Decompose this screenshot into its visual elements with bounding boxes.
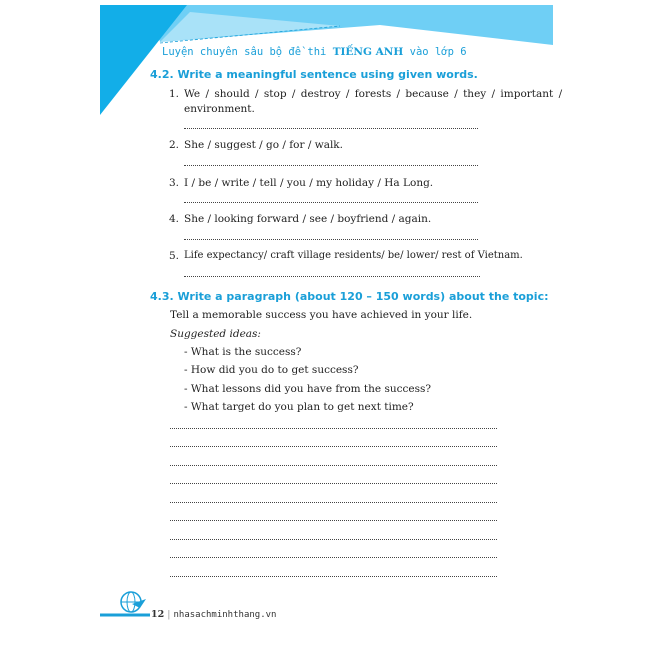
idea-item: - What lessons did you have from the success?	[184, 383, 432, 395]
writing-line[interactable]	[170, 539, 497, 540]
writing-line[interactable]	[170, 465, 497, 466]
idea-item: - What is the success?	[184, 346, 302, 358]
item-text: I / be / write / tell / you / my holiday / Ha Long.	[184, 177, 434, 189]
idea-item: - How did you do to get success?	[184, 364, 359, 376]
writing-line[interactable]	[170, 557, 497, 558]
item-text: She / suggest / go / for / walk.	[184, 139, 344, 151]
item-number: 3.	[169, 177, 180, 189]
item-text: Life expectancy/ craft village residents/ be/ lower/ rest of Vietnam.	[184, 250, 523, 261]
writing-line[interactable]	[170, 502, 497, 503]
publisher-globe-logo-icon	[118, 590, 148, 616]
header-bold: TIẾNG ANH	[332, 46, 404, 58]
writing-line[interactable]	[170, 576, 497, 577]
item-number: 2.	[169, 139, 180, 151]
idea-item: - What target do you plan to get next time?	[184, 401, 414, 413]
item-text: We / should / stop / destroy / forests / because / they / important /	[184, 88, 563, 100]
topic-text: Tell a memorable success you have achieved in your life.	[170, 309, 473, 321]
section-heading-4-3: 4.3. Write a paragraph (about 120 – 150 words) about the topic:	[150, 290, 549, 303]
item-text: She / looking forward / see / boyfriend / again.	[184, 213, 432, 225]
answer-line[interactable]	[184, 128, 478, 129]
writing-line[interactable]	[170, 428, 497, 429]
answer-line[interactable]	[184, 165, 478, 166]
header-suffix: vào lớp 6	[403, 46, 467, 58]
running-header	[162, 46, 467, 58]
item-text: environment.	[184, 103, 255, 115]
item-number: 1.	[169, 88, 180, 100]
item-number: 4.	[169, 213, 180, 225]
page-footer: 12 | nhasachminhthang.vn	[151, 609, 277, 620]
writing-line[interactable]	[170, 446, 497, 447]
page-number: 12	[151, 609, 165, 620]
answer-line[interactable]	[184, 239, 478, 240]
header-prefix: Luyện chuyên sâu bộ đề thi	[162, 46, 333, 58]
writing-line[interactable]	[170, 520, 497, 521]
section-heading-4-2: 4.2. Write a meaningful sentence using given words.	[150, 68, 478, 81]
suggested-label: Suggested ideas:	[170, 328, 261, 340]
answer-line[interactable]	[184, 276, 480, 277]
answer-line[interactable]	[184, 202, 478, 203]
writing-line[interactable]	[170, 483, 497, 484]
item-number: 5.	[169, 250, 180, 262]
publisher-site: nhasachminhthang.vn	[173, 610, 277, 620]
